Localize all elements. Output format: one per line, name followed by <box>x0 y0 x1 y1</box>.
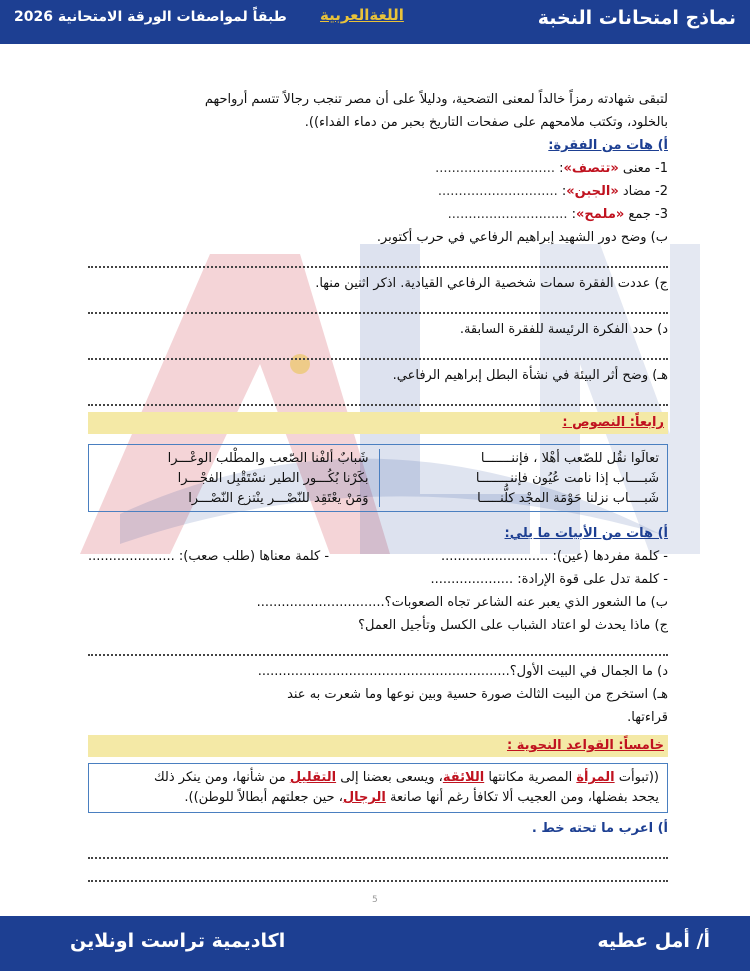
grammar-passage-box <box>88 763 668 813</box>
poem-line: وَمَنْ يعْتَقِد للنّصْـــر ينْتزع النّصْـــرا <box>188 491 369 506</box>
texts-item: - كلمة تدل على قوة الإرادة: .................... <box>430 572 668 587</box>
answer-line[interactable] <box>88 840 668 859</box>
question-a-heading: أ) هات من الفقرة: <box>548 138 668 153</box>
subject-label: اللغةالعربية <box>320 6 404 24</box>
passage-line: لتبقى شهادته رمزاً خالداً لمعنى التضحية، ودليلاً على أن مصر تنجب رجالاً تتسم أرواحهم <box>204 92 668 107</box>
worksheet-content <box>88 88 668 886</box>
texts-question-e: هـ) استخرج من البيت الثالث صورة حسية وبين نوعها وما شعرت به عند <box>287 687 668 702</box>
worksheet-page <box>0 44 750 916</box>
target-word: «ملمح» <box>576 207 625 222</box>
texts-section-title: رابعاً: النصوص : <box>88 412 668 434</box>
answer-line[interactable] <box>88 637 668 656</box>
grammar-question-a: أ) اعرب ما تحته خط . <box>531 821 668 836</box>
poem-box <box>88 444 668 512</box>
poem-line: بكَرْنا بُكُـــور الطير نسْتَقْبِل الفجْـــرا <box>177 471 369 486</box>
poem-right-hemistichs <box>379 449 660 507</box>
page-footer <box>0 916 750 971</box>
grammar-line: يجحد بفضلها، ومن العجيب ألا تكافأ رغم أنها صانعة الرجال، حين جعلتهم أبطالاً للوطن)). <box>184 790 659 805</box>
answer-blank[interactable]: ............................. <box>437 184 558 199</box>
question-item-3: 3- جمع «ملمح»: ............................. <box>447 207 668 222</box>
answer-blank[interactable]: ............................. <box>447 207 568 222</box>
grammar-section-title: خامساً: القواعد النحوية : <box>88 735 668 757</box>
poem-line: شَبــــاب نزلنا حَوْمَة المجْد كلُّنـــــا <box>477 491 659 506</box>
question-c: ج) عددت الفقرة سمات شخصية الرفاعي القيادية. اذكر اثنين منها. <box>315 276 668 291</box>
poem-line: شَبــــاب إذا نامت عُيُون فإننــــــــا <box>475 471 659 486</box>
target-word: «تتصف» <box>563 161 619 176</box>
texts-question-d: د) ما الجمال في البيت الأول؟............................................................. <box>257 664 668 679</box>
academy-name: اكاديمية تراست اونلاين <box>70 930 286 952</box>
answer-line[interactable] <box>88 295 668 314</box>
texts-question-a: أ) هات من الأبيات ما يلي: <box>504 526 668 541</box>
teacher-name: أ/ أمل عطيه <box>597 930 710 952</box>
texts-question-b: ب) ما الشعور الذي يعبر عنه الشاعر تجاه الصعوبات؟............................... <box>256 595 668 610</box>
spec-label: طبقاً لمواصفات الورقة الامتحانية 2026 <box>14 9 287 25</box>
poem-line: تعالَوا نقُل للصّعب أهْلا ، فإننـــــــا <box>480 451 659 466</box>
question-b: ب) وضح دور الشهيد إبراهيم الرفاعي في حرب أكتوبر. <box>376 230 668 245</box>
page-number: 5 <box>372 895 378 905</box>
underlined-word: المرأة <box>576 770 615 785</box>
poem-line: شَبابٌ ألفْنا الصّعب والمطْلب الوعْـــرا <box>167 451 369 466</box>
texts-answer-row <box>88 545 668 568</box>
answer-blank[interactable]: ............................. <box>435 161 555 176</box>
series-title: نماذج امتحانات النخبة <box>537 7 736 29</box>
passage-line: بالخلود، وتكتب ملامحهم على صفحات التاريخ بحبر من دماء الفداء)). <box>304 115 668 130</box>
page-header <box>0 0 750 44</box>
answer-line[interactable] <box>88 249 668 268</box>
target-word: «الجبن» <box>566 184 619 199</box>
question-item-2: 2- مضاد «الجبن»: ............................. <box>437 184 668 199</box>
underlined-word: الرجال <box>342 790 386 805</box>
answer-line[interactable] <box>88 341 668 360</box>
texts-question-e-cont: قراءتها. <box>627 710 668 725</box>
poem-left-hemistichs <box>97 449 379 507</box>
texts-item: - كلمة معناها (طلب صعب): ..................... <box>88 549 330 564</box>
underlined-word: اللائقة <box>442 770 485 785</box>
underlined-word: التقليل <box>289 770 337 785</box>
question-e: هـ) وضح أثر البيئة في نشأة البطل إبراهيم الرفاعي. <box>392 368 668 383</box>
question-d: د) حدد الفكرة الرئيسة للفقرة السابقة. <box>459 322 668 337</box>
texts-item: - كلمة مفردها (عين): .......................... <box>440 549 668 564</box>
grammar-line: ((تبوأت المرأة المصرية مكانتها اللائقة، ويسعى بعضنا إلى التقليل من شأنها، ومن ينكر ذلك <box>153 770 659 785</box>
question-item-1: 1- معنى «تتصف»: ............................. <box>435 161 668 176</box>
answer-line[interactable] <box>88 863 668 882</box>
texts-question-c: ج) ماذا يحدث لو اعتاد الشباب على الكسل وتأجيل العمل؟ <box>358 618 668 633</box>
answer-line[interactable] <box>88 387 668 406</box>
